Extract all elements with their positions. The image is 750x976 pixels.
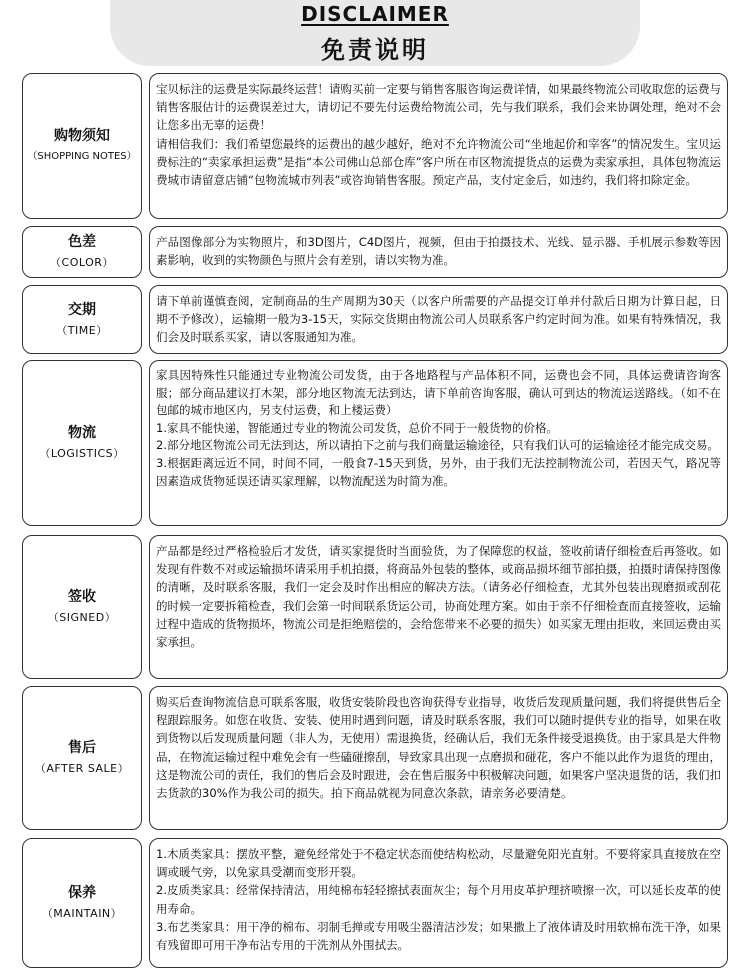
section-label-cn: 签收 [68, 589, 96, 605]
section-content [149, 285, 728, 354]
section-shopping-notes [22, 73, 728, 219]
section-label [22, 838, 142, 968]
section-signed [22, 535, 728, 679]
section-maintain [22, 838, 728, 968]
section-label-cn: 物流 [68, 425, 96, 441]
section-logistics [22, 360, 728, 526]
paragraph: 1.木质类家具：摆放平整，避免经常处于不稳定状态而使结构松动，尽量避免阳光直射。不要将家具直接放在空调或暖气旁，以免家具受潮而变形开裂。 [156, 847, 721, 880]
paragraph: 请相信我们：我们希望您最终的运费出的越少越好，绝对不允许物流公司“坐地起价和宰客”的情况发生。宝贝运费标注的“卖家承担运费”是指“本公司佛山总部仓库”客户所在市区物流提货点的运费为卖家承担，具体包物流运费城市请留意店铺“包物流城市列表”或咨询销售客服。预定产品，支付定金后，如违约，我们将扣除定金。 [156, 136, 721, 188]
section-label [22, 686, 142, 830]
paragraph: 宝贝标注的运费是实际最终运营！请购买前一定要与销售客服咨询运费详情，如果最终物流公司收取您的运费与销售客服估计的运费误差过大，请切记不要先付运费给物流公司，先与我们联系，我们会来协调处理，绝对不会让您多出无辜的运费！ [156, 82, 721, 133]
paragraph: 3.根据距离远近不同，时间不同，一般食7-15天到货，另外，由于我们无法控制物流公司，若因天气，路况等因素造成货物延误还请买家理解，以物流配送为时简为准。 [156, 455, 721, 488]
section-label [22, 535, 142, 679]
section-content [149, 838, 728, 968]
section-time [22, 285, 728, 354]
paragraph: 请下单前谨慎查阅，定制商品的生产周期为30天（以客户所需要的产品提交订单并付款后日期为计算日起，日期不予修改），运输期一般为3-15天，实际交货期由物流公司人员联系客户约定时间为准。如果有特殊情况，我们会及时联系买家，请以客服通知为准。 [156, 294, 721, 345]
section-label-en: （AFTER SALE） [34, 762, 130, 775]
paragraph: 3.布艺类家具：用干净的棉布、羽制毛掸或专用吸尘器清洁沙发；如果撒上了液体请及时用软棉布洗干净，如果有残留即可用干净布沾专用的干洗剂从外围拭去。 [156, 919, 721, 953]
section-label-en: （COLOR） [50, 256, 114, 269]
paragraph: 家具因特殊性只能通过专业物流公司发货，由于各地路程与产品体积不同，运费也会不同，具体运费请咨询客服；部分商品建议打木架，部分地区物流无法到达，请下单前咨询客服，确认可到达的物流运送路线。（如不在包邮的城市地区内，另支付运费，和上楼运费） [156, 368, 721, 418]
section-content [149, 535, 728, 679]
section-label-en: （LOGISTICS） [39, 447, 125, 460]
section-label [22, 360, 142, 526]
section-label-cn: 售后 [68, 740, 96, 756]
section-label-cn: 购物须知 [54, 128, 110, 144]
page-header [0, 0, 750, 66]
section-after-sale [22, 686, 728, 830]
paragraph: 2.皮质类家具：经常保持清洁，用纯棉布轻轻擦拭表面灰尘；每个月用皮革护理挤喷擦一次，可以延长皮革的使用寿命。 [156, 883, 721, 916]
paragraph: 2.部分地区物流公司无法到达，所以请拍下之前与我们商量运输途径，只有我们认可的运输途径才能完成交易。 [156, 438, 719, 453]
paragraph: 购买后查询物流信息可联系客服，收货安装阶段也咨询获得专业指导，收货后发现质量问题，我们将提供售后全程跟踪服务。如您在收货、安装、使用时遇到问题，请及时联系客服，我们可以随时提供专业的指导，如果在收到货物以后发现质量问题（非人为，无使用）需退换货，经确认后，我们无条件接受退换货。由于家具是大件物品，在物流运输过程中难免会有一些磕碰擦刮，导致家具出现一点磨损和碰花，客户不能以此作为退货的理由，这是物流公司的责任，我们的售后会及时跟进，会在售后服务中积极解决问题，如果客户坚决退货的话，我们扣去货款的30%作为我公司的损失。拍下商品就视为同意次条款，请亲务必要清楚。 [156, 695, 721, 801]
page-title: DISCLAIMER [301, 2, 449, 26]
section-label-en: （TIME） [56, 323, 108, 337]
section-label [22, 73, 142, 219]
section-color [22, 226, 728, 278]
section-label-en: （SIGNED） [47, 611, 117, 624]
section-label [22, 226, 142, 278]
paragraph: 1.家具不能快递，智能通过专业的物流公司发货，总价不同于一般货物的价格。 [156, 420, 558, 435]
section-label-en: （SHOPPING NOTES） [27, 151, 137, 162]
section-label-cn: 保养 [68, 885, 96, 901]
page-subtitle: 免责说明 [321, 36, 429, 64]
section-content [149, 360, 728, 526]
paragraph: 产品都是经过严格检验后才发货，请买家提货时当面验货，为了保障您的权益，签收前请仔细检查后再签收。如发现有件数不对或运输损坏请采用手机拍摄，将商品外包装的整体，或商品损坏细节部拍摄，拍摄时请保持图像的清晰，及时联系客服，我们一定会及时作出相应的解决方法。（请务必仔细检查，尤其外包装出现磨损或刮花的时候一定要拆箱检查，我们会第一时间联系货运公司，协商处理方案。如由于亲不仔细检查而直接签收，运输过程中造成的货物损坏，物流公司是拒绝赔偿的，会给您带来不必要的损失）如买家无理由拒收，来回运费由买家承担。 [156, 544, 721, 650]
section-label-en: （MAINTAIN） [41, 907, 123, 920]
section-label-cn: 色差 [68, 234, 96, 250]
section-label [22, 285, 142, 354]
section-label-cn: 交期 [68, 301, 96, 318]
section-content [149, 686, 728, 830]
paragraph: 产品图像部分为实物照片，和3D图片，C4D图片，视频，但由于拍摄技术、光线、显示器、手机展示参数等因素影响，收到的实物颜色与照片会有差别，请以实物为准。 [156, 235, 721, 268]
section-content [149, 73, 728, 219]
section-content [149, 226, 728, 278]
